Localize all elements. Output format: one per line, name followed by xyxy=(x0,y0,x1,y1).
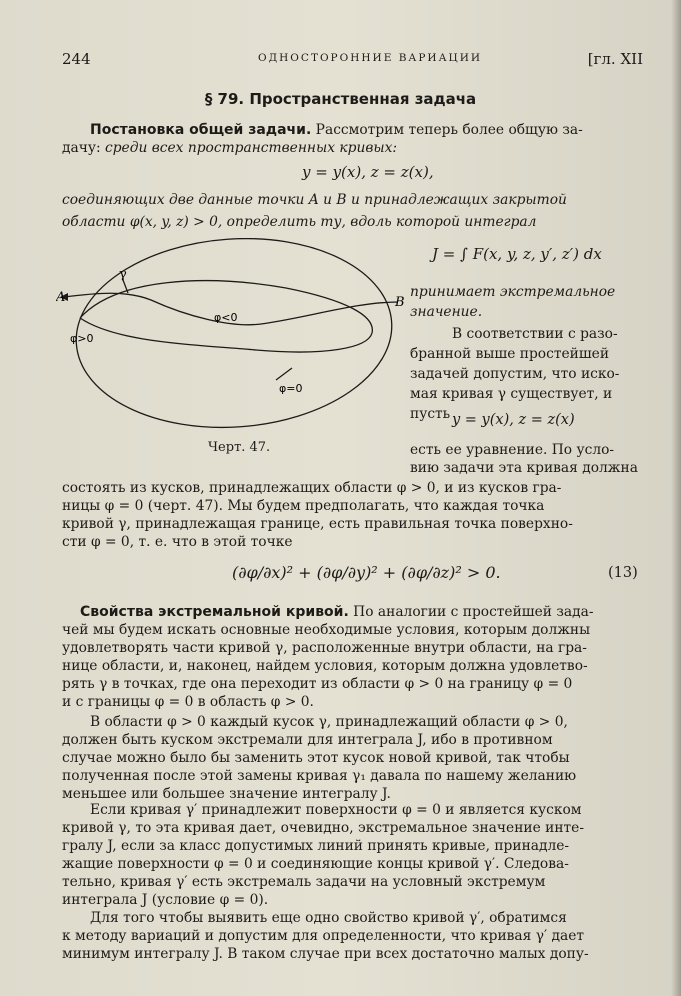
body-line: полученная после этой замены кривая γ₁ давала по нашему желанию xyxy=(62,768,577,784)
body-line: В области φ > 0 каждый кусок γ, принадлежащий области φ > 0, xyxy=(90,714,568,730)
p1-line-2 xyxy=(62,138,668,160)
rc-line-8: есть ее уравнение. По усло- xyxy=(410,442,615,458)
p1-line-4: области φ(x, y, z) > 0, определить ту, вдоль которой интеграл xyxy=(62,214,537,230)
rc-line-3: В соответствии с разо- xyxy=(452,326,618,342)
figure-phi-zero-pointer xyxy=(276,368,292,380)
p1-line-2-text: дачу: xyxy=(62,140,105,156)
rc-line-4: бранной выше простейшей xyxy=(410,346,610,362)
paragraph-1-continued xyxy=(62,478,668,558)
body-line: рять γ в точках, где она переходит из области φ > 0 на границу φ = 0 xyxy=(62,676,573,692)
figure-label-A: A xyxy=(56,290,66,305)
figure-label-gamma: γ xyxy=(119,267,127,282)
body-line: минимум интегралу J. В таком случае при всех достаточно малых допу- xyxy=(62,946,589,962)
running-header xyxy=(62,50,643,72)
body-line: и с границы φ = 0 в область φ > 0. xyxy=(62,694,314,710)
body-line: должен быть куском экстремали для интеграла J, ибо в противном xyxy=(62,732,553,748)
p2-heading: Свойства экстремальной кривой. xyxy=(80,604,349,620)
p1-line-1-text: Рассмотрим теперь более общую за- xyxy=(311,122,583,138)
body-line: гралу J, если за класс допустимых линий принять кривые, принадле- xyxy=(62,838,570,854)
rc-line-7: пусть xyxy=(410,406,451,422)
body-line: жащие поверхности φ = 0 и соединяющие концы кривой γ′. Следова- xyxy=(62,856,569,872)
rc-line-2: значение. xyxy=(410,304,483,320)
body-line: Если кривая γ′ принадлежит поверхности φ = 0 и является куском xyxy=(90,802,582,818)
paragraph-2 xyxy=(62,602,668,712)
figure-47 xyxy=(56,238,406,438)
page-edge-shadow xyxy=(671,0,681,996)
paragraph-5 xyxy=(62,908,668,968)
paragraph-4 xyxy=(62,800,668,912)
figure-label-phi-neg: φ<0 xyxy=(214,311,238,324)
p1-line-3: соединяющих две данные точки A и B и принадлежащих закрытой xyxy=(62,192,567,208)
body-line: интеграла J (условие φ = 0). xyxy=(62,892,269,908)
p1-line-2-italic: среди всех пространственных кривых: xyxy=(105,140,398,156)
body-line: кривой γ, то эта кривая дает, очевидно, экстремальное значение инте- xyxy=(62,820,584,836)
body-line: чей мы будем искать основные необходимые условия, которым должны xyxy=(62,622,591,638)
rc-formula: y = y(x), z = z(x) xyxy=(452,412,575,428)
rc-line-9: вию задачи эта кривая должна xyxy=(410,460,638,476)
p1-heading: Постановка общей задачи. xyxy=(90,122,312,138)
equation-13: (∂φ/∂x)² + (∂φ/∂y)² + (∂φ/∂z)² > 0. xyxy=(232,563,501,582)
section-title: § 79. Пространственная задача xyxy=(204,90,477,108)
rc-line-6: мая кривая γ существует, и xyxy=(410,386,613,402)
body-line: тельно, кривая γ′ есть экстремаль задачи на условный экстремум xyxy=(62,874,546,890)
body-line: меньшее или большее значение интегралу J. xyxy=(62,786,391,802)
chapter-label: [гл. XII xyxy=(587,50,643,68)
body-line: удовлетворять части кривой γ, расположенные внутри области, на гра- xyxy=(62,640,587,656)
rc-line-5: задачей допустим, что иско- xyxy=(410,366,620,382)
body-line: сти φ = 0, т. е. что в этой точке xyxy=(62,534,293,550)
body-line: случае можно было бы заменить этот кусок новой кривой, так чтобы xyxy=(62,750,570,766)
figure-label-phi-pos: φ>0 xyxy=(70,332,94,345)
paragraph-1 xyxy=(62,120,668,230)
right-column xyxy=(410,244,668,474)
body-line: нице области, и, наконец, найдем условия, которым должна удовлетво- xyxy=(62,658,588,674)
body-line: к методу вариаций и допустим для определенности, что кривая γ′ дает xyxy=(62,928,585,944)
body-line: кривой γ, принадлежащая границе, есть правильная точка поверхно- xyxy=(62,516,573,532)
body-line: состоять из кусков, принадлежащих области φ > 0, и из кусков гра- xyxy=(62,480,562,496)
p2-line-1-text: По аналогии с простейшей зада- xyxy=(348,604,594,620)
figure-label-B: B xyxy=(395,295,405,310)
running-title: ОДНОСТОРОННИЕ ВАРИАЦИИ xyxy=(258,52,483,64)
rc-line-1: принимает экстремальное xyxy=(410,284,616,300)
integral-formula: J = ∫ F(x, y, z, y′, z′) dx xyxy=(432,245,602,263)
body-line: ницы φ = 0 (черт. 47). Мы будем предполагать, что каждая точка xyxy=(62,498,545,514)
figure-label-phi-zero: φ=0 xyxy=(279,382,303,395)
page-number: 244 xyxy=(62,50,91,68)
p1-formula: y = y(x), z = z(x), xyxy=(302,163,434,181)
body-line: Для того чтобы выявить еще одно свойство кривой γ′, обратимся xyxy=(90,910,567,926)
equation-number: (13) xyxy=(608,565,638,581)
figure-caption: Черт. 47. xyxy=(208,440,271,455)
paragraph-3 xyxy=(62,712,668,804)
